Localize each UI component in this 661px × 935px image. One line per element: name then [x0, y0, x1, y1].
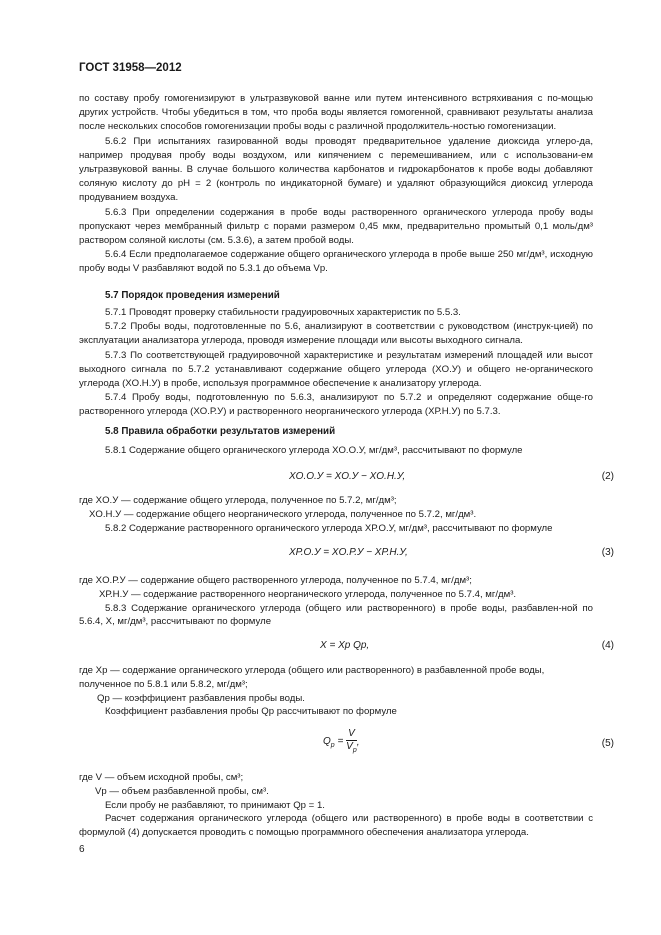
page-number: 6	[79, 844, 85, 855]
paragraph-5-8-3: 5.8.3 Содержание органического углерода (общего или растворенного) в пробе воды, разбавлен-ной по 5.6.4, X, мг/дм³, рассчитывают по формуле	[79, 602, 593, 628]
intro-paragraph: по составу пробу гомогенизируют в ультразвуковой ванне или путем интенсивного встряхивания с по-мощью других устройств. Чтобы убедиться в том, что проба воды является гомогенной, сравнивают результаты анализа после нескольких способов гомогенизации пробы воды с различной продолжитель-ностью гомогенизации.	[79, 93, 593, 133]
section-5-7-text	[79, 306, 593, 420]
definition-x-o-n-u: XО.Н.У — содержание общего неорганического углерода, полученное по 5.7.2, мг/дм³.	[89, 508, 477, 520]
final-paragraph: Расчет содержания органического углерода (общего или растворенного) в пробе воды в соответствии с формулой (4) допускается проводить с помощью программного обеспечения анализатора углерода.	[79, 813, 593, 839]
formula-2-expression: XО.О.У = XО.У − XО.Н.У,	[289, 471, 406, 482]
paragraph-5-6-2: 5.6.2 При испытаниях газированной воды проводят предварительное удаление диоксида углеро-да, например продувая пробу воды воздухом, или кипячением с перемешиванием, или с использовани-ем ультразвуковой ванны. В случае большого количества карбонатов и гидрокарбонатов к пробе воды добавляют соляную кислоту до pH = 2 (контроль по индикаторной бумаге) и удаляют образующийся диоксид углерода продуванием воздуха.	[79, 135, 593, 204]
formula-5-definitions	[79, 771, 593, 840]
coefficient-intro: Коэффициент разбавления пробы Qр рассчитывают по формуле	[105, 706, 397, 718]
paragraph-5-6-4: 5.6.4 Если предполагаемое содержание общего органического углерода в пробе выше 250 мг/дм³, исходную пробу воды V разбавляют водой по 5.3.1 до объема Vр.	[79, 249, 593, 275]
paragraph-5-7-1: 5.7.1 Проводят проверку стабильности градуировочных характеристик по 5.5.3.	[105, 307, 461, 318]
paragraph-5-8-2: 5.8.2 Содержание растворенного органического углерода XР.О.У, мг/дм³, рассчитывают по формуле	[105, 522, 553, 534]
definition-v: где V — объем исходной пробы, см³;	[79, 772, 244, 783]
heading-5-8: 5.8 Правила обработки результатов измерений	[105, 426, 336, 437]
definition-x-o-r-u: где XО.Р.У — содержание общего растворенного углерода, полученное по 5.7.4, мг/дм³;	[79, 575, 472, 586]
formula-3-definitions	[79, 574, 593, 629]
paragraph-5-8-1: 5.8.1 Содержание общего органического углерода XО.О.У, мг/дм³, рассчитывают по формуле	[105, 445, 523, 456]
formula-4-number: (4)	[601, 640, 614, 651]
paragraph-5-6-3: 5.6.3 При определении содержания в пробе воды растворенного органического углерода пробу воды пропускают через мембранный фильтр с порами размером 0,45 мкм, предварительно промытый 0,1 моль/дм³ раствором соляной кислоты (см. 5.3.6), а затем пробой воды.	[79, 206, 593, 247]
section-5-6-text	[79, 92, 593, 277]
formula-4-definitions	[79, 664, 593, 719]
definition-x-r-n-u: XР.Н.У — содержание растворенного неорганического углерода, полученное по 5.7.4, мг/дм³.	[99, 588, 517, 600]
definition-x-o-u: где XО.У — содержание общего углерода, полученное по 5.7.2, мг/дм³;	[79, 495, 397, 506]
formula-4-expression: X = Xр Qр,	[320, 640, 370, 651]
definition-x-r: где Xр — содержание органического углерода (общего или растворенного) в разбавленной пробе воды, полученное по 5.8.1 или 5.8.2, мг/дм³;	[79, 665, 545, 690]
formula-5-fraction: $\frac{V}{V_р}$	[346, 728, 357, 754]
formula-2-definitions	[79, 494, 593, 535]
paragraph-5-7-2: 5.7.2 Пробы воды, подготовленные по 5.6, анализируют в соответствии с руководством (инструк-цией) по эксплуатации анализатора углерода, проводя измерение площади или высоты выходного сигнала.	[79, 321, 593, 347]
document-header: ГОСТ 31958—2012	[79, 62, 182, 74]
definition-q-r: Qр — коэффициент разбавления пробы воды.	[97, 692, 305, 704]
formula-2-number: (2)	[601, 471, 614, 482]
formula-3-number: (3)	[601, 547, 614, 558]
paragraph-5-7-3: 5.7.3 По соответствующей градуировочной характеристике и результатам измерений площадей или высот выходного сигнала по 5.7.2 устанавливают содержание общего углерода (XО.У) и общего не-органического углерода (XО.Н.У) в пробе, используя программное обеспечение к анализатору углерода.	[79, 349, 593, 390]
formula-5-expression: $Q_р$ = $\frac{V}{V_р}$ ,	[323, 728, 360, 757]
paragraph-5-7-4: 5.7.4 Пробу воды, подготовленную по 5.6.3, анализируют по 5.7.2 и определяют содержание обще-го растворенного углерода (XО.Р.У) и растворенного неорганического углерода (XР.Н.У) по 5.7.3.	[79, 392, 593, 418]
formula-3-expression: XР.О.У = XО.Р.У − XР.Н.У,	[289, 547, 408, 558]
formula-5-number: (5)	[601, 738, 614, 749]
definition-v-r: Vр — объем разбавленной пробы, см³.	[95, 785, 269, 797]
paragraph-5-8-1-block	[79, 444, 593, 458]
heading-5-7: 5.7 Порядок проведения измерений	[105, 290, 280, 301]
no-dilution-note: Если пробу не разбавляют, то принимают Qр = 1.	[105, 799, 325, 811]
formula-5	[79, 728, 614, 764]
